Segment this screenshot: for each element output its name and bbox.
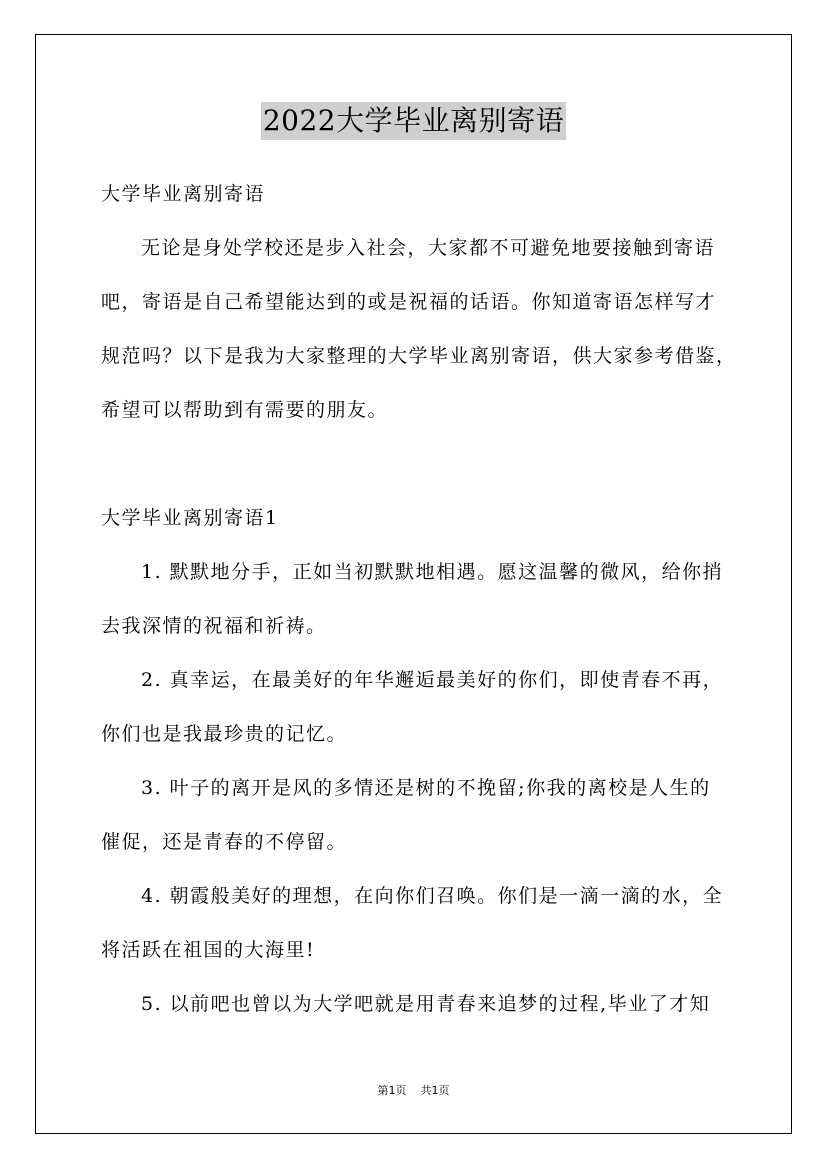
section-heading: 大学毕业离别寄语1	[101, 507, 279, 529]
list-item-5-line-1: 5. 以前吧也曾以为大学吧就是用青春来追梦的过程,毕业了才知	[141, 993, 711, 1015]
intro-line-4: 希望可以帮助到有需要的朋友。	[101, 399, 389, 421]
list-item-4-line-2: 将活跃在祖国的大海里!	[101, 939, 316, 961]
list-item-1-line-2: 去我深情的祝福和祈祷。	[101, 615, 327, 637]
list-item-3-line-1: 3. 叶子的离开是风的多情还是树的不挽留;你我的离校是人生的	[141, 777, 711, 799]
list-item-3-line-2: 催促，还是青春的不停留。	[101, 831, 348, 853]
list-item-4-line-1: 4. 朝霞般美好的理想，在向你们召唤。你们是一滴一滴的水，全	[141, 885, 724, 907]
title-container	[0, 102, 827, 140]
intro-line-2: 吧，寄语是自己希望能达到的或是祝福的话语。你知道寄语怎样写才	[101, 291, 717, 313]
document-title: 2022大学毕业离别寄语	[261, 102, 566, 140]
list-item-2-line-1: 2. 真幸运，在最美好的年华邂逅最美好的你们，即使青春不再，	[141, 669, 724, 691]
list-item-1-line-1: 1. 默默地分手，正如当初默默地相遇。愿这温馨的微风，给你捎	[141, 561, 724, 583]
intro-line-3: 规范吗？以下是我为大家整理的大学毕业离别寄语，供大家参考借鉴，	[101, 345, 737, 367]
subtitle: 大学毕业离别寄语	[101, 183, 266, 205]
list-item-2-line-2: 你们也是我最珍贵的记忆。	[101, 723, 348, 745]
page-total: 共1页	[420, 1084, 450, 1097]
page-footer	[0, 1083, 827, 1099]
page-number: 第1页	[377, 1084, 407, 1097]
intro-line-1: 无论是身处学校还是步入社会，大家都不可避免地要接触到寄语	[141, 237, 716, 259]
